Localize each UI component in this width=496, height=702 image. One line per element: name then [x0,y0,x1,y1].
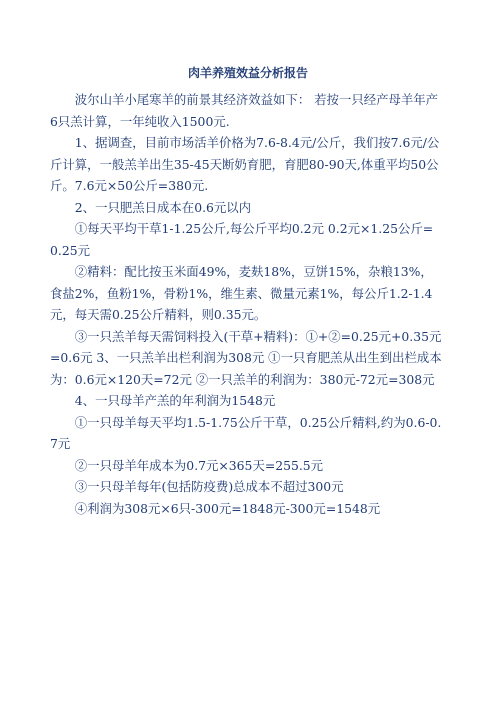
paragraph-final-profit: ④利润为308元×6只-300元=1848元-300元=1548元 [74,500,381,516]
paragraph-hay-cost: ①每天平均干草1-1.25公斤,每公斤平均0.2元 0.2元×1.25公斤=0.25元 [50,221,434,258]
paragraph-feed-formula: ②精料：配比按玉米面49%，麦麸18%，豆饼15%，杂粮13%，食盐2%，鱼粉1%，骨粉1%，维生素、微量元素1%，每公斤1.2-1.4元，每天需0.25公斤精料，则0.35元。 [50,264,433,322]
paragraph-total-cost: ③一只母羊每年(包括防疫费)总成本不超过300元 [74,479,344,494]
paragraph-ewe-cost: ②一只母羊年成本为0.7元×365天=255.5元 [74,457,324,473]
paragraph-annual-profit: 4、一只母羊产羔的年利润为1548元 [74,393,276,408]
paragraph-market-price: 1、据调查，目前市场活羊价格为7.6-8.4元/公斤，我们按7.6元/公斤计算，一般羔羊出生35-45天断奶育肥，育肥80-90天,体重平均50公斤。7.6元×50公斤=380元. [50,135,440,193]
paragraph-ewe-feed: ①一只母羊每天平均1.5-1.75公斤干草，0.25公斤精料,约为0.6-0.7元 [50,414,442,451]
document-body [50,89,442,519]
paragraph-intro: 波尔山羊小尾寒羊的前景其经济效益如下： 若按一只经产母羊年产6只羔计算，一年纯收入1500元. [50,92,439,129]
paragraph-daily-cost: 2、一只肥羔日成本在0.6元以内 [74,199,252,215]
document-title: 肉羊养殖效益分析报告 [187,66,308,80]
paragraph-lamb-profit: ③一只羔羊每天需饲料投入(干草+精料)：①+②=0.25元+0.35元=0.6元 3、一只羔羊出栏利润为308元 ①一只育肥羔从出生到出栏成本为：0.6元×120天=72元 ②一只羔羊的利润为：380元-72元=308元 [50,328,442,387]
